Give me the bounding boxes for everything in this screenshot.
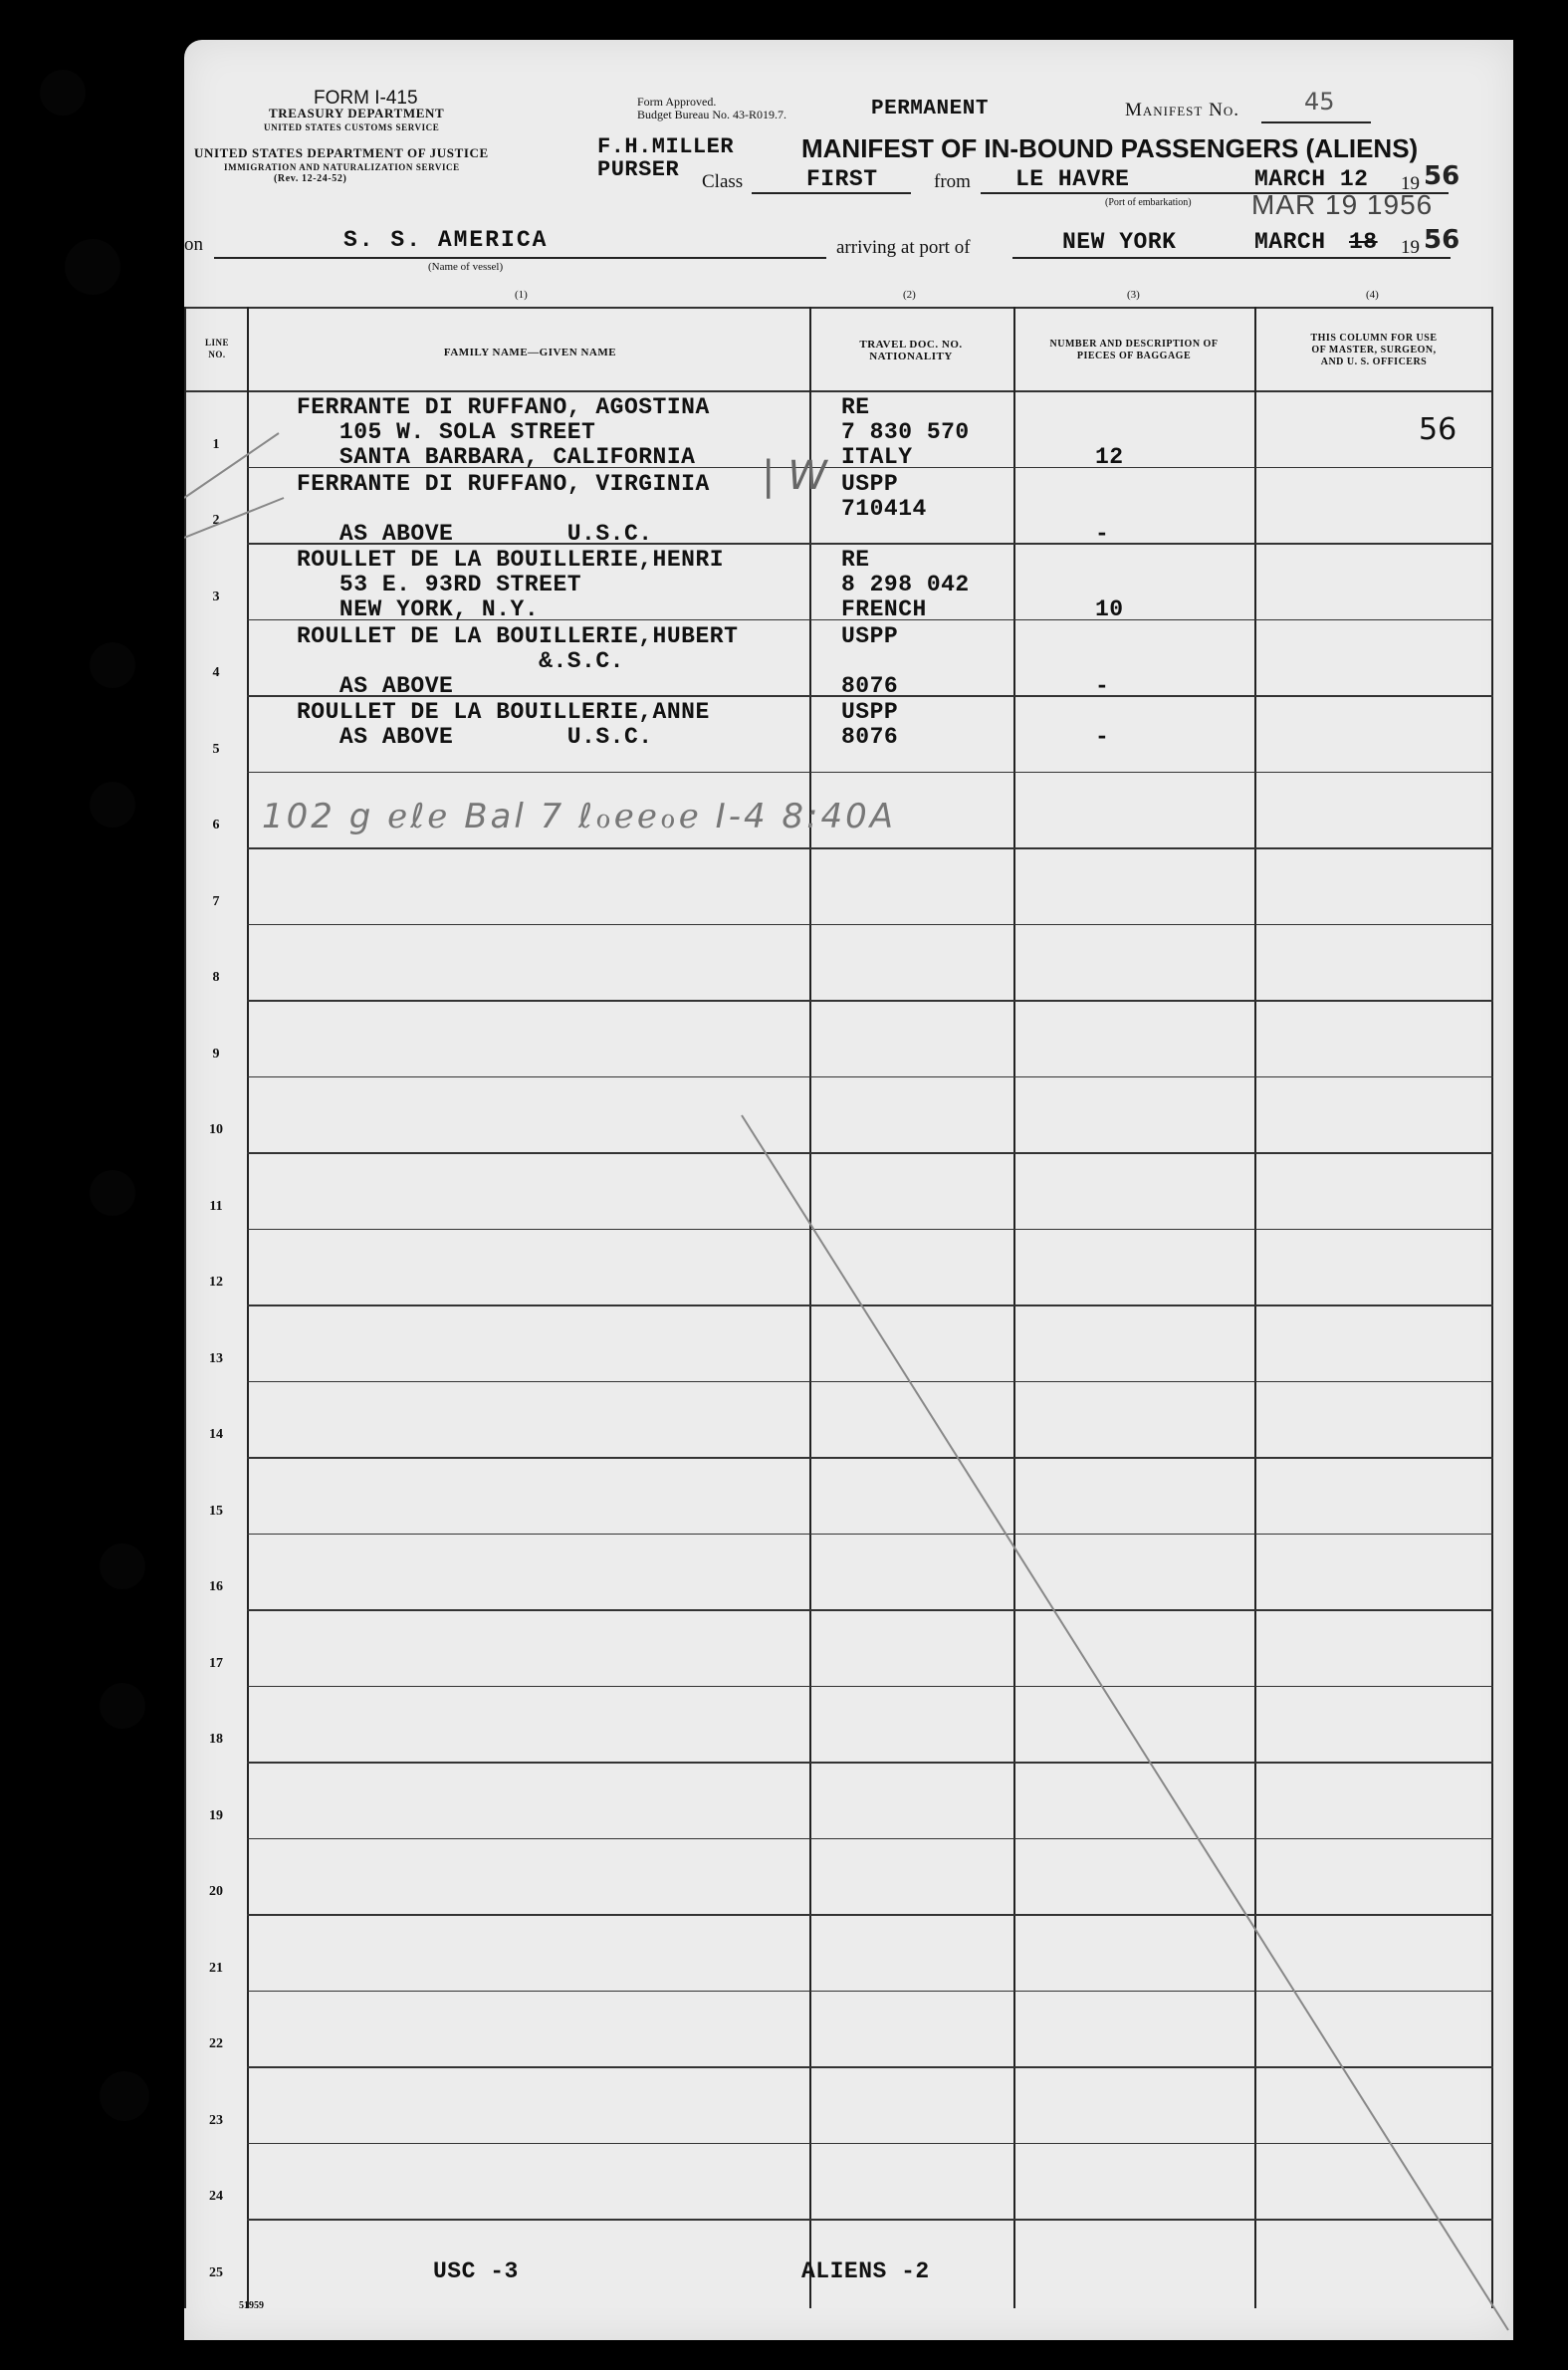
passenger-name-line: FERRANTE DI RUFFANO, VIRGINIA [297, 470, 710, 497]
header-name: FAMILY NAME—GIVEN NAME [443, 347, 617, 358]
budget-bureau: Budget Bureau No. 43-R019.7. [637, 108, 786, 121]
ins-service: IMMIGRATION AND NATURALIZATION SERVICE [224, 162, 460, 172]
line-number: 7 [212, 893, 220, 909]
line-number: 13 [209, 1350, 223, 1366]
line-number: 3 [212, 589, 220, 604]
baggage-count: 12 [1095, 444, 1124, 470]
class-label: Class [702, 171, 744, 192]
passenger-name-line: ROULLET DE LA BOUILLERIE,HUBERT [297, 622, 739, 649]
header-line-no: LINE NO. [204, 338, 229, 359]
arrival-day-struck: 18 [1349, 229, 1378, 255]
port-embark-label: (Port of embarkation) [1105, 197, 1192, 208]
received-stamp: MAR 19 1956 [1251, 189, 1434, 220]
header-baggage: NUMBER AND DESCRIPTION OF PIECES OF BAGGAGE [1049, 339, 1219, 361]
treasury-dept: TREASURY DEPARTMENT [269, 106, 445, 120]
line-number: 22 [209, 2036, 223, 2051]
handwritten-mark: | W [762, 453, 827, 499]
from-value: LE HAVRE [1015, 166, 1130, 192]
vessel-name: S. S. AMERICA [343, 227, 549, 253]
travel-doc-line: 7 830 570 [841, 419, 970, 445]
manifest-number: 45 [1304, 88, 1335, 116]
manifest-label: Manifest No. [1125, 100, 1239, 120]
baggage-count: - [1095, 520, 1110, 547]
travel-doc-line: RE [841, 547, 870, 573]
baggage-count: - [1095, 724, 1110, 750]
line-number: 20 [209, 1884, 223, 1899]
line-number: 2 [212, 513, 220, 528]
purser-name: F.H.MILLER [597, 134, 735, 159]
travel-doc-line: USPP [841, 622, 899, 649]
officer-note: 56 [1419, 412, 1457, 447]
col-num-3: (3) [1127, 289, 1140, 301]
line-number: 1 [212, 436, 220, 452]
manifest-title: MANIFEST OF IN-BOUND PASSENGERS (ALIENS) [801, 133, 1419, 163]
from-label: from [934, 171, 971, 192]
passenger-name-line: 53 E. 93RD STREET [297, 572, 582, 597]
form-number: FORM I-415 [314, 88, 418, 109]
footer-form-number: 51959 [239, 2300, 264, 2311]
line-number: 4 [212, 665, 220, 680]
total-aliens: ALIENS -2 [801, 2258, 930, 2284]
form-approved: Form Approved. [637, 95, 717, 109]
year-prefix-2: 19 [1401, 237, 1420, 258]
line-number: 6 [212, 818, 220, 832]
diagonal-cancel-line [184, 40, 1513, 2340]
permanent-label: PERMANENT [871, 98, 989, 120]
class-value: FIRST [806, 166, 878, 192]
punch-hole [100, 1683, 145, 1729]
punch-hole [100, 1543, 145, 1589]
year-prefix: 19 [1401, 173, 1420, 194]
purser-title: PURSER [597, 157, 680, 182]
line-number: 11 [209, 1198, 223, 1214]
line-number: 12 [209, 1275, 223, 1290]
passenger-name-line: AS ABOVE U.S.C. [297, 724, 653, 750]
arrival-port: NEW YORK [1062, 229, 1177, 255]
header-travel-doc: TRAVEL DOC. NO. NATIONALITY [859, 339, 963, 362]
col-num-4: (4) [1366, 289, 1379, 301]
customs-service: UNITED STATES CUSTOMS SERVICE [264, 122, 440, 132]
arrival-year: 56 [1424, 225, 1460, 255]
line-number: 15 [209, 1503, 223, 1519]
line-number: 18 [209, 1732, 223, 1747]
total-usc: USC -3 [433, 2258, 519, 2284]
header-officers: THIS COLUMN FOR USE OF MASTER, SURGEON, AND U. S. OFFICERS [1310, 333, 1438, 367]
punch-hole [90, 782, 135, 828]
arriving-label: arriving at port of [836, 237, 971, 258]
line-number: 9 [212, 1046, 220, 1062]
travel-doc-line: 8076 [841, 672, 899, 699]
revision: (Rev. 12-24-52) [274, 173, 347, 184]
line-number: 17 [209, 1655, 223, 1671]
line-number: 25 [209, 2264, 223, 2280]
line-number: 8 [212, 970, 220, 985]
passenger-name-line: NEW YORK, N.Y. [297, 596, 540, 622]
col-num-2: (2) [903, 289, 916, 301]
passenger-name-line: &.S.C. [297, 647, 624, 674]
on-label: on [184, 234, 203, 255]
punch-hole [65, 239, 120, 295]
handwritten-note: 102 g ℯℓℯ Bal 7 ℓℴℯℯℴℯ I-4 8:40A [262, 797, 897, 836]
depart-year: 56 [1424, 161, 1460, 191]
travel-doc-line: USPP [841, 470, 899, 497]
passenger-name-line: ROULLET DE LA BOUILLERIE,ANNE [297, 699, 710, 725]
line-number: 19 [209, 1807, 223, 1823]
punch-hole [100, 2071, 149, 2121]
passenger-name-line: 105 W. SOLA STREET [297, 419, 596, 445]
col-num-1: (1) [515, 289, 528, 301]
passenger-name-line: ROULLET DE LA BOUILLERIE,HENRI [297, 547, 725, 573]
line-number: 16 [209, 1579, 223, 1594]
travel-doc-line: 8 298 042 [841, 572, 970, 597]
justice-dept: UNITED STATES DEPARTMENT OF JUSTICE [194, 145, 489, 160]
travel-doc-line: USPP [841, 699, 899, 725]
arrival-month: MARCH [1254, 229, 1326, 255]
travel-doc-line: FRENCH [841, 596, 927, 622]
passenger-name-line: AS ABOVE U.S.C. [297, 520, 653, 547]
line-number: 10 [209, 1122, 223, 1137]
depart-date: MARCH 12 [1254, 166, 1369, 192]
manifest-page [184, 40, 1513, 2340]
travel-doc-line: RE [841, 394, 870, 420]
line-number: 24 [209, 2189, 223, 2204]
vessel-label: (Name of vessel) [428, 261, 504, 273]
travel-doc-line: 8076 [841, 724, 899, 750]
passenger-name-line: AS ABOVE [297, 672, 454, 699]
punch-hole [40, 70, 86, 116]
travel-doc-line: ITALY [841, 444, 913, 470]
passenger-name-line: SANTA BARBARA, CALIFORNIA [297, 444, 696, 470]
line-number: 14 [209, 1427, 223, 1442]
baggage-count: 10 [1095, 596, 1124, 622]
line-number: 21 [209, 1960, 223, 1976]
baggage-count: - [1095, 672, 1110, 699]
line-number: 23 [209, 2112, 223, 2128]
line-number: 5 [212, 741, 220, 757]
passenger-name-line: FERRANTE DI RUFFANO, AGOSTINA [297, 394, 710, 420]
punch-hole [90, 642, 135, 688]
punch-hole [90, 1170, 135, 1216]
travel-doc-line: 710414 [841, 495, 927, 522]
